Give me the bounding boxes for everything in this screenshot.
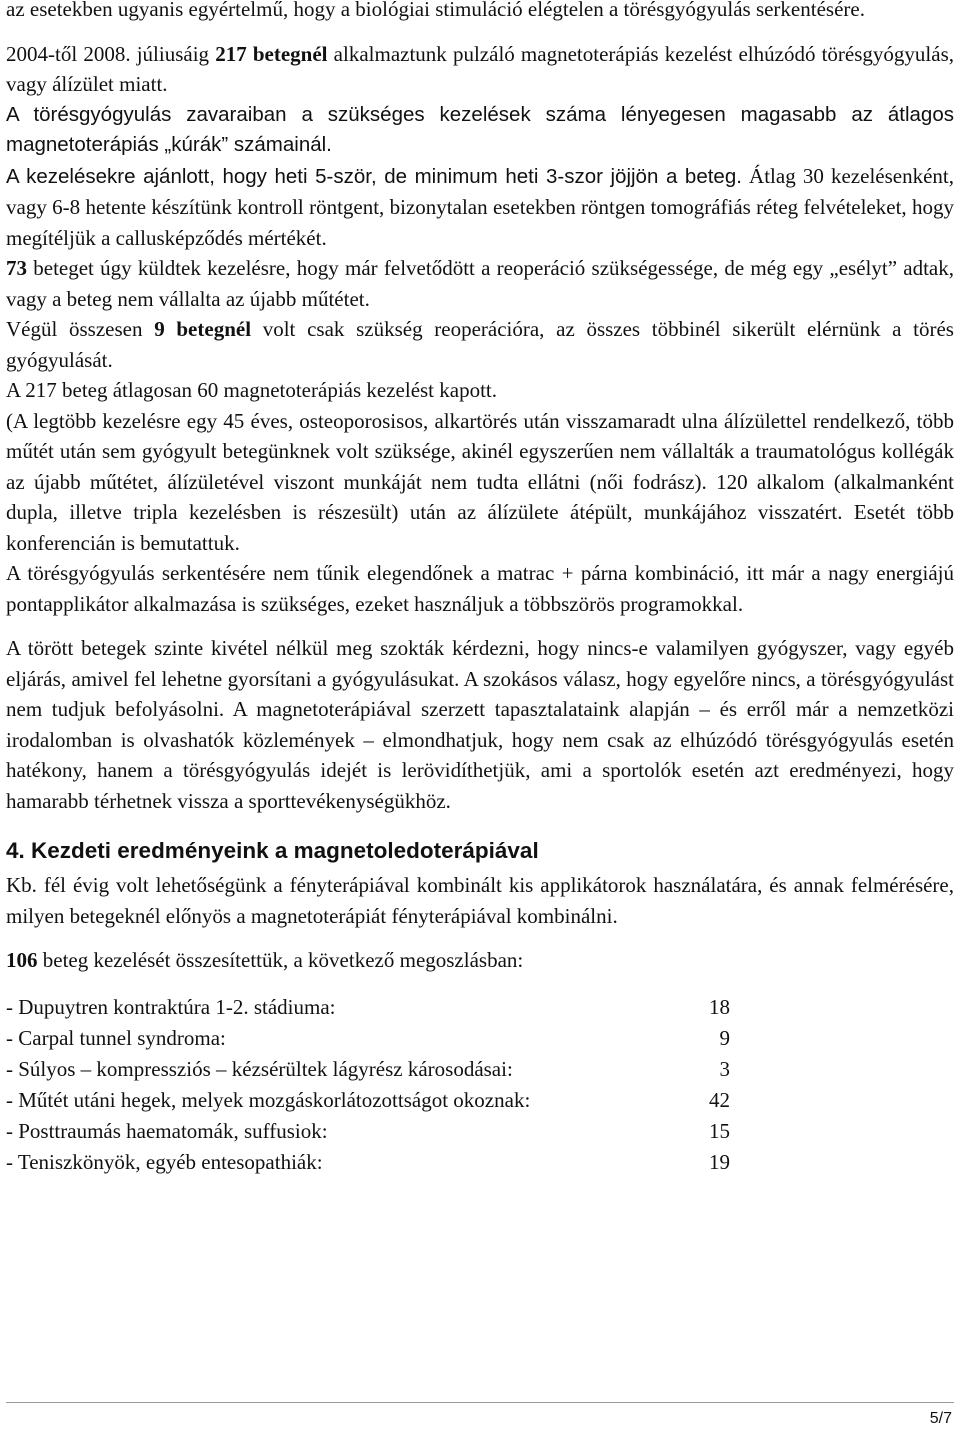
list-item: [6, 1054, 954, 1085]
bold-count: 73: [6, 256, 27, 280]
text: Kb. fél évig volt lehetőségünk a fényterápiával kombinált kis applikátorok használatára, és annak felmérésére, milyen betegeknél előnyös a magnetoterápiát fényterápiával kombinálni.: [6, 873, 954, 928]
text: (A legtöbb kezelésre egy 45 éves, osteoporosisos, alkartörés után visszamaradt ulna álízülettel rendelkező, több műtét után sem gyógyult betegünknek volt szüksége, akinél egyszerűen nem vállalták a traumatológus kollégák az újabb műtétet, álízületével viszont munkáját nem tudta ellátni (női fodrász). 120 alkalom (alkalmanként dupla, illetve tripla kezelésben is részesült) után az álízülete átépült, munkájához visszatért. Esetét több konferencián is bemutattuk.: [6, 408, 954, 555]
item-value: 18: [709, 994, 730, 1019]
text: A törött betegek szinte kivétel nélkül meg szokták kérdezni, hogy nincs-e valamilyen gyógyszer, vagy egyéb eljárás, amivel fel lehetne gyorsítani a gyógyulásukat. A szokásos válasz, hogy egyelőre nincs, a törésgyógyulást nem tudjuk befolyásolni. A magnetoterápiával szerzett tapasztalataink alapján – és erről már a nemzetközi irodalomban is olvashatók közlemények – elmondhatjuk, hogy nem csak az elhúzódó törésgyógyulás esetén hatékony, hanem a törésgyógyulás idejét is lerövidíthetjük, ami a sportolók esetén azt eredményezi, hogy hamarabb térhetnek vissza a sporttevékenységükhöz.: [6, 636, 954, 813]
paragraph-frequency: [6, 161, 954, 254]
text: A kezelésekre ajánlott, hogy heti 5-ször, de minimum heti 3-szor jöjjön a beteg.: [6, 164, 742, 188]
text: alkalmaztunk pulzáló magnetoterápiás kezelést elhúzódó törésgyógyulás, vagy álízület miatt.: [6, 41, 954, 96]
paragraph-applicator: [6, 558, 954, 619]
text: 2004-től 2008. júliusáig: [6, 41, 216, 66]
item-label: - Műtét utáni hegek, melyek mozgáskorlátozottságot okoznak:: [6, 1087, 531, 1112]
paragraph-intro-continued: [6, 0, 954, 25]
paragraph-summary: [6, 945, 954, 976]
text: volt csak szükség reoperációra, az összes többinél sikerült elérnünk a törés gyógyulását.: [6, 317, 954, 372]
paragraph-treatment-count: [6, 100, 954, 161]
page-number: 5/7: [929, 1410, 952, 1427]
item-label: - Súlyos – kompressziós – kézsérültek lágyrész károsodásai:: [6, 1056, 513, 1081]
item-label: - Dupuytren kontraktúra 1-2. stádiuma:: [6, 994, 336, 1019]
bold-count: 217 betegnél: [215, 41, 328, 66]
paragraph-patient-questions: [6, 633, 954, 816]
text: A törésgyógyulás serkentésére nem tűnik elegendőnek a matrac + párna kombináció, itt már a nagy energiájú pontapplikátor alkalmazása is szükséges, ezeket használjuk a többszörös programokkal.: [6, 561, 954, 616]
paragraph-average: [6, 375, 954, 406]
item-label: - Posttraumás haematomák, suffusiok:: [6, 1118, 328, 1143]
item-label: - Teniszkönyök, egyéb entesopathiák:: [6, 1149, 323, 1174]
text: beteg kezelését összesítettük, a következő megoszlásban:: [37, 948, 524, 972]
bold-count: 9 betegnél: [154, 317, 252, 341]
list-item: [6, 1147, 954, 1178]
list-item: [6, 1116, 954, 1147]
text: Végül összesen: [6, 317, 155, 341]
distribution-list: [6, 992, 954, 1178]
paragraph-light-therapy: [6, 870, 954, 931]
footer-divider: [6, 1402, 954, 1403]
item-value: 19: [709, 1149, 730, 1174]
text: Átlag 30 kezelésenként, vagy 6-8 hetente készítünk kontroll röntgent, bizonytalan esetekben röntgen tomográfiás réteg felvételeket, hogy megítéljük a callusképződés mértékét.: [6, 163, 954, 250]
text: A 217 beteg átlagosan 60 magnetoterápiás kezelést kapott.: [6, 378, 498, 402]
item-value: 3: [719, 1056, 730, 1081]
bold-count: 106: [6, 948, 38, 972]
list-item: [6, 1085, 954, 1116]
text: az esetekben ugyanis egyértelmű, hogy a biológiai stimuláció elégtelen a törésgyógyulás serkentésére.: [6, 0, 865, 21]
item-label: - Carpal tunnel syndroma:: [6, 1025, 226, 1050]
section-heading: 4. Kezdeti eredményeink a magnetoledoterápiával: [6, 838, 539, 863]
paragraph-reoperation-candidates: [6, 253, 954, 314]
document-page: [6, 0, 954, 1178]
text: beteget úgy küldtek kezelésre, hogy már felvetődött a reoperáció szükségessége, de még egy „esélyt” adtak, vagy a beteg nem vállalta az újabb műtétet.: [6, 256, 954, 311]
item-value: 9: [719, 1025, 730, 1050]
item-value: 15: [709, 1118, 730, 1143]
list-item: [6, 992, 954, 1023]
list-item: [6, 1023, 954, 1054]
paragraph-case-study: [6, 406, 954, 559]
paragraph-reoperation-result: [6, 314, 954, 375]
item-value: 42: [709, 1087, 730, 1112]
paragraph-patients-period: [6, 39, 954, 100]
text: A törésgyógyulás zavaraiban a szükséges kezelések száma lényegesen magasabb az átlagos magnetoterápiás „kúrák” számainál.: [6, 102, 954, 156]
